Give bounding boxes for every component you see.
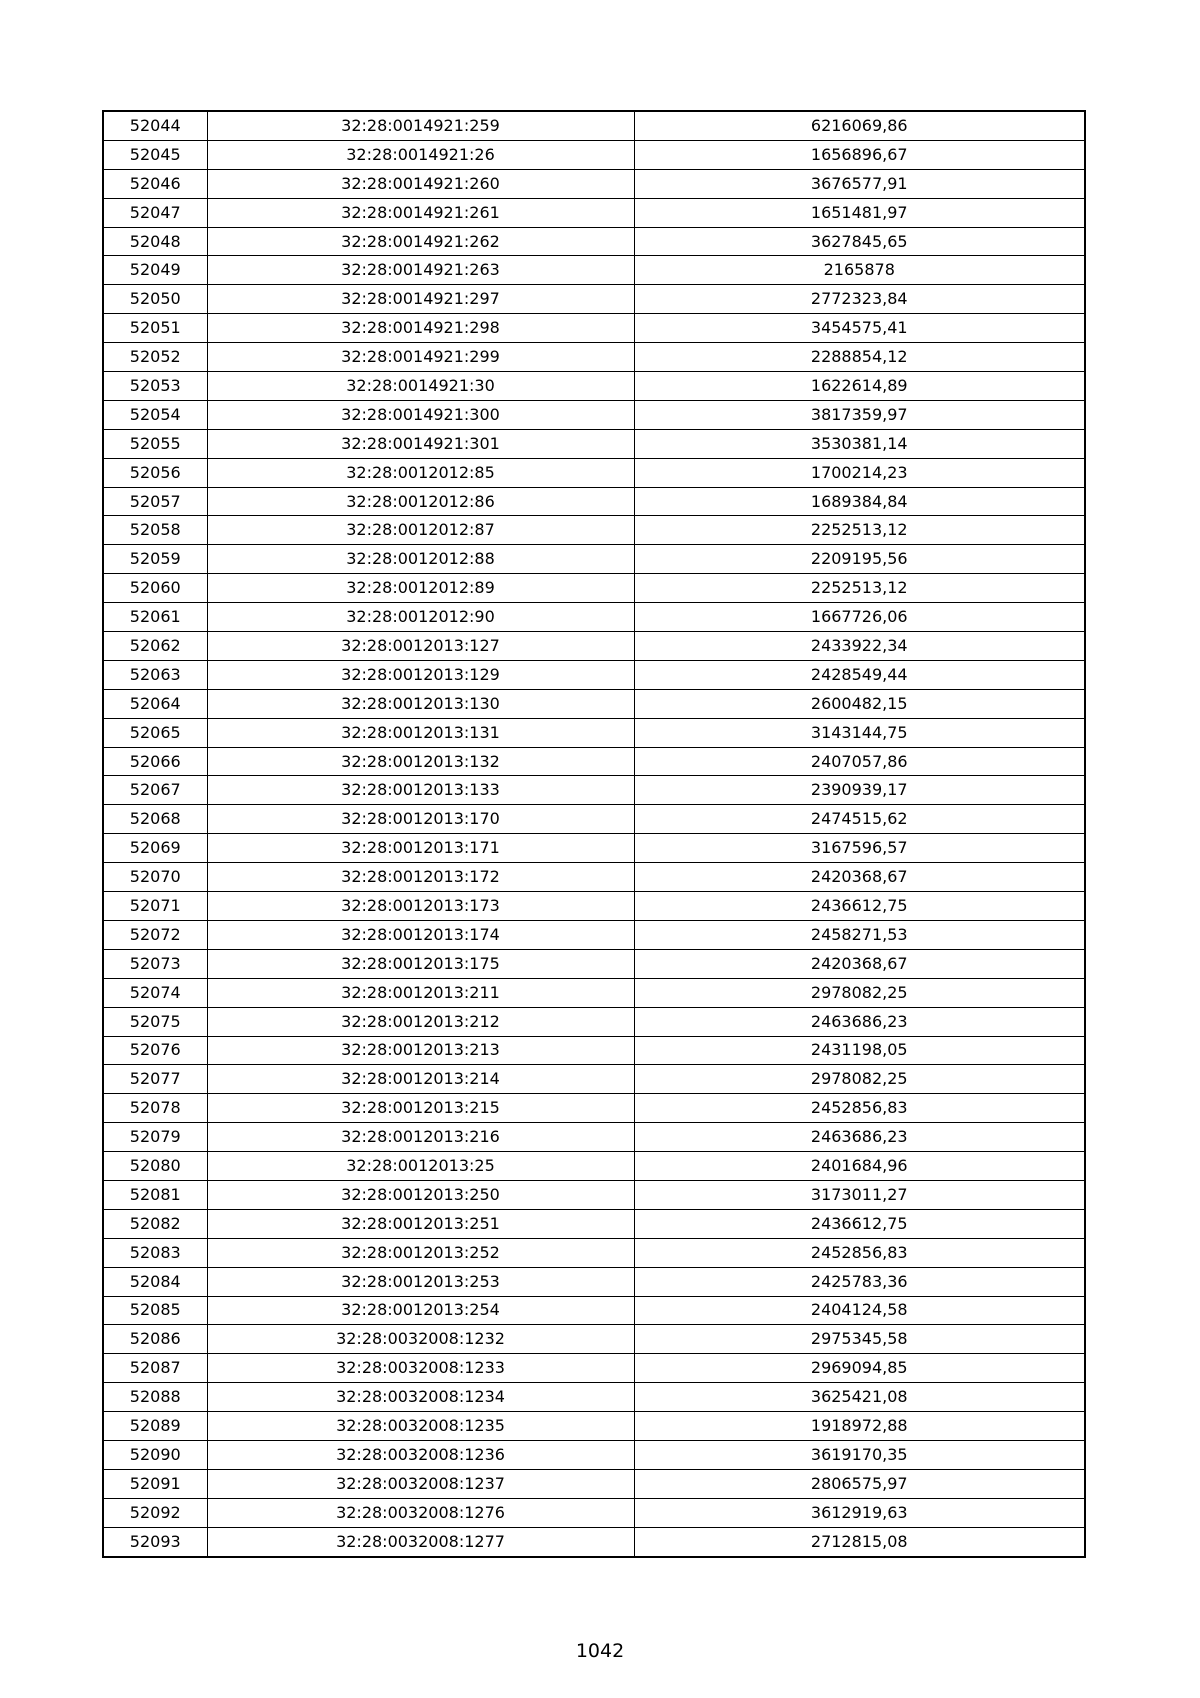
table-row [103,1469,1085,1498]
cadastral-value-cell: 1651481,97 [634,198,1085,227]
table-row [103,169,1085,198]
row-number-cell: 52067 [103,776,207,805]
table-row [103,458,1085,487]
table-row [103,343,1085,372]
cadastral-value-cell: 2252513,12 [634,574,1085,603]
cadastral-number-cell: 32:28:0014921:300 [207,400,634,429]
row-number-cell: 52084 [103,1267,207,1296]
cadastral-value-cell: 3454575,41 [634,314,1085,343]
cadastral-number-cell: 32:28:0012013:25 [207,1152,634,1181]
row-number-cell: 52055 [103,429,207,458]
row-number-cell: 52077 [103,1065,207,1094]
cadastral-number-cell: 32:28:0014921:298 [207,314,634,343]
cadastral-number-cell: 32:28:0012013:250 [207,1180,634,1209]
cadastral-number-cell: 32:28:0014921:30 [207,372,634,401]
row-number-cell: 52083 [103,1238,207,1267]
row-number-cell: 52070 [103,863,207,892]
row-number-cell: 52060 [103,574,207,603]
cadastral-value-cell: 2463686,23 [634,1123,1085,1152]
cadastral-number-cell: 32:28:0012013:127 [207,632,634,661]
table-row [103,1036,1085,1065]
cadastral-value-table [102,110,1086,1558]
table-row [103,747,1085,776]
cadastral-value-cell: 2772323,84 [634,285,1085,314]
cadastral-value-cell: 1667726,06 [634,603,1085,632]
cadastral-value-cell: 2288854,12 [634,343,1085,372]
cadastral-number-cell: 32:28:0012013:171 [207,834,634,863]
cadastral-number-cell: 32:28:0012013:252 [207,1238,634,1267]
cadastral-number-cell: 32:28:0012013:133 [207,776,634,805]
table-row [103,574,1085,603]
cadastral-number-cell: 32:28:0012013:211 [207,978,634,1007]
cadastral-value-cell: 2463686,23 [634,1007,1085,1036]
row-number-cell: 52052 [103,343,207,372]
row-number-cell: 52066 [103,747,207,776]
cadastral-value-cell: 3676577,91 [634,169,1085,198]
cadastral-number-cell: 32:28:0012013:172 [207,863,634,892]
cadastral-number-cell: 32:28:0014921:260 [207,169,634,198]
cadastral-number-cell: 32:28:0014921:297 [207,285,634,314]
table-row [103,1152,1085,1181]
cadastral-number-cell: 32:28:0012013:254 [207,1296,634,1325]
table-row [103,1498,1085,1527]
row-number-cell: 52047 [103,198,207,227]
row-number-cell: 52050 [103,285,207,314]
cadastral-number-cell: 32:28:0012012:85 [207,458,634,487]
cadastral-number-cell: 32:28:0032008:1277 [207,1527,634,1556]
table-row [103,603,1085,632]
row-number-cell: 52063 [103,660,207,689]
cadastral-number-cell: 32:28:0012012:89 [207,574,634,603]
row-number-cell: 52053 [103,372,207,401]
cadastral-number-cell: 32:28:0012013:212 [207,1007,634,1036]
cadastral-number-cell: 32:28:0012012:90 [207,603,634,632]
cadastral-value-cell: 2452856,83 [634,1238,1085,1267]
cadastral-number-cell: 32:28:0014921:263 [207,256,634,285]
cadastral-value-cell: 2458271,53 [634,920,1085,949]
row-number-cell: 52089 [103,1412,207,1441]
cadastral-number-cell: 32:28:0014921:259 [207,111,634,140]
cadastral-number-cell: 32:28:0014921:301 [207,429,634,458]
table-row [103,1123,1085,1152]
table-row [103,198,1085,227]
row-number-cell: 52079 [103,1123,207,1152]
table-row [103,978,1085,1007]
cadastral-number-cell: 32:28:0014921:299 [207,343,634,372]
cadastral-number-cell: 32:28:0032008:1236 [207,1440,634,1469]
table-row [103,805,1085,834]
row-number-cell: 52056 [103,458,207,487]
table-row [103,863,1085,892]
row-number-cell: 52069 [103,834,207,863]
cadastral-value-cell: 2975345,58 [634,1325,1085,1354]
table-row [103,140,1085,169]
row-number-cell: 52086 [103,1325,207,1354]
row-number-cell: 52051 [103,314,207,343]
cadastral-value-cell: 2420368,67 [634,863,1085,892]
cadastral-value-cell: 2252513,12 [634,516,1085,545]
cadastral-value-cell: 2436612,75 [634,892,1085,921]
table-row [103,1383,1085,1412]
table-row [103,372,1085,401]
cadastral-value-cell: 2600482,15 [634,689,1085,718]
cadastral-value-cell: 2969094,85 [634,1354,1085,1383]
cadastral-value-cell: 3627845,65 [634,227,1085,256]
table-row [103,1267,1085,1296]
table-row [103,400,1085,429]
table-row [103,1180,1085,1209]
table-row [103,545,1085,574]
cadastral-value-cell: 2401684,96 [634,1152,1085,1181]
table-row [103,516,1085,545]
cadastral-value-cell: 2433922,34 [634,632,1085,661]
cadastral-value-cell: 3530381,14 [634,429,1085,458]
table-row [103,1440,1085,1469]
cadastral-value-cell: 1700214,23 [634,458,1085,487]
row-number-cell: 52092 [103,1498,207,1527]
row-number-cell: 52091 [103,1469,207,1498]
row-number-cell: 52073 [103,949,207,978]
row-number-cell: 52080 [103,1152,207,1181]
row-number-cell: 52046 [103,169,207,198]
row-number-cell: 52081 [103,1180,207,1209]
table-row [103,285,1085,314]
row-number-cell: 52074 [103,978,207,1007]
table-row [103,660,1085,689]
cadastral-number-cell: 32:28:0012013:130 [207,689,634,718]
page-number: 1042 [575,1640,625,1662]
row-number-cell: 52093 [103,1527,207,1556]
cadastral-value-cell: 2712815,08 [634,1527,1085,1556]
cadastral-value-cell: 3143144,75 [634,718,1085,747]
cadastral-value-cell: 3619170,35 [634,1440,1085,1469]
cadastral-value-cell: 1918972,88 [634,1412,1085,1441]
table-row [103,892,1085,921]
row-number-cell: 52048 [103,227,207,256]
cadastral-value-cell: 2428549,44 [634,660,1085,689]
cadastral-number-cell: 32:28:0012012:88 [207,545,634,574]
cadastral-number-cell: 32:28:0012013:170 [207,805,634,834]
cadastral-value-cell: 1656896,67 [634,140,1085,169]
row-number-cell: 52088 [103,1383,207,1412]
table-row [103,487,1085,516]
cadastral-number-cell: 32:28:0012013:129 [207,660,634,689]
cadastral-value-cell: 6216069,86 [634,111,1085,140]
table-row [103,1007,1085,1036]
cadastral-value-cell: 3167596,57 [634,834,1085,863]
row-number-cell: 52061 [103,603,207,632]
row-number-cell: 52068 [103,805,207,834]
table-row [103,632,1085,661]
cadastral-number-cell: 32:28:0032008:1232 [207,1325,634,1354]
row-number-cell: 52045 [103,140,207,169]
row-number-cell: 52085 [103,1296,207,1325]
cadastral-number-cell: 32:28:0012012:87 [207,516,634,545]
cadastral-number-cell: 32:28:0012013:216 [207,1123,634,1152]
row-number-cell: 52076 [103,1036,207,1065]
table-row [103,689,1085,718]
cadastral-value-cell: 2978082,25 [634,978,1085,1007]
cadastral-value-cell: 2165878 [634,256,1085,285]
cadastral-number-cell: 32:28:0012013:214 [207,1065,634,1094]
cadastral-number-cell: 32:28:0012013:215 [207,1094,634,1123]
cadastral-value-cell: 2407057,86 [634,747,1085,776]
row-number-cell: 52072 [103,920,207,949]
row-number-cell: 52071 [103,892,207,921]
cadastral-number-cell: 32:28:0012013:131 [207,718,634,747]
row-number-cell: 52087 [103,1354,207,1383]
cadastral-value-cell: 3625421,08 [634,1383,1085,1412]
table-row [103,949,1085,978]
cadastral-value-cell: 2474515,62 [634,805,1085,834]
cadastral-value-cell: 1622614,89 [634,372,1085,401]
cadastral-value-cell: 2436612,75 [634,1209,1085,1238]
table-row [103,920,1085,949]
row-number-cell: 52062 [103,632,207,661]
cadastral-value-cell: 2431198,05 [634,1036,1085,1065]
table-row [103,111,1085,140]
table-row [103,776,1085,805]
cadastral-number-cell: 32:28:0032008:1237 [207,1469,634,1498]
cadastral-value-cell: 2452856,83 [634,1094,1085,1123]
cadastral-value-cell: 2978082,25 [634,1065,1085,1094]
cadastral-number-cell: 32:28:0014921:26 [207,140,634,169]
table-row [103,1527,1085,1556]
cadastral-value-cell: 1689384,84 [634,487,1085,516]
table-row [103,1209,1085,1238]
table-body [103,111,1085,1557]
cadastral-number-cell: 32:28:0012013:174 [207,920,634,949]
cadastral-number-cell: 32:28:0012013:251 [207,1209,634,1238]
cadastral-number-cell: 32:28:0032008:1233 [207,1354,634,1383]
cadastral-number-cell: 32:28:0014921:261 [207,198,634,227]
cadastral-value-cell: 2806575,97 [634,1469,1085,1498]
table-row [103,1325,1085,1354]
cadastral-value-cell: 3173011,27 [634,1180,1085,1209]
table-row [103,718,1085,747]
row-number-cell: 52064 [103,689,207,718]
table-row [103,1238,1085,1267]
row-number-cell: 52049 [103,256,207,285]
cadastral-value-cell: 2404124,58 [634,1296,1085,1325]
row-number-cell: 52090 [103,1440,207,1469]
table-row [103,1354,1085,1383]
cadastral-number-cell: 32:28:0032008:1235 [207,1412,634,1441]
cadastral-value-cell: 2420368,67 [634,949,1085,978]
row-number-cell: 52059 [103,545,207,574]
cadastral-value-cell: 2390939,17 [634,776,1085,805]
cadastral-number-cell: 32:28:0012013:175 [207,949,634,978]
cadastral-value-cell: 2209195,56 [634,545,1085,574]
table-row [103,1296,1085,1325]
table-row [103,227,1085,256]
cadastral-value-cell: 2425783,36 [634,1267,1085,1296]
row-number-cell: 52058 [103,516,207,545]
row-number-cell: 52057 [103,487,207,516]
cadastral-value-cell: 3612919,63 [634,1498,1085,1527]
table-row [103,314,1085,343]
table-row [103,1412,1085,1441]
cadastral-number-cell: 32:28:0012013:253 [207,1267,634,1296]
cadastral-number-cell: 32:28:0012012:86 [207,487,634,516]
cadastral-value-cell: 3817359,97 [634,400,1085,429]
row-number-cell: 52078 [103,1094,207,1123]
row-number-cell: 52065 [103,718,207,747]
row-number-cell: 52075 [103,1007,207,1036]
cadastral-number-cell: 32:28:0032008:1234 [207,1383,634,1412]
cadastral-number-cell: 32:28:0012013:173 [207,892,634,921]
table-row [103,834,1085,863]
cadastral-number-cell: 32:28:0032008:1276 [207,1498,634,1527]
cadastral-number-cell: 32:28:0012013:132 [207,747,634,776]
table-row [103,256,1085,285]
table-row [103,1094,1085,1123]
row-number-cell: 52044 [103,111,207,140]
table-row [103,1065,1085,1094]
cadastral-number-cell: 32:28:0014921:262 [207,227,634,256]
row-number-cell: 52082 [103,1209,207,1238]
cadastral-number-cell: 32:28:0012013:213 [207,1036,634,1065]
table-row [103,429,1085,458]
row-number-cell: 52054 [103,400,207,429]
